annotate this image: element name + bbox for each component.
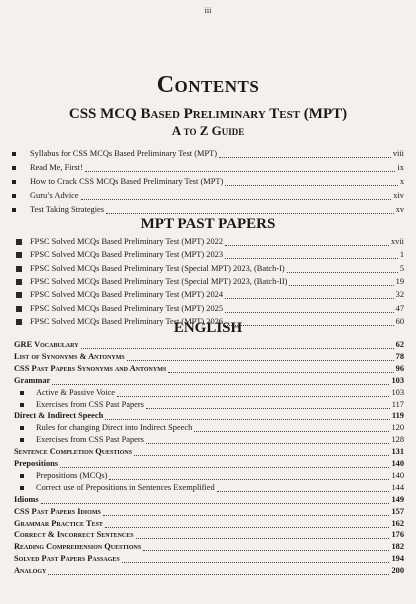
toc-entry (0, 470, 416, 482)
toc-entry (0, 446, 416, 458)
toc-entry-title: Grammar (14, 375, 51, 385)
dot-leader (219, 156, 391, 158)
toc-entry (0, 303, 416, 315)
toc-entry (0, 494, 416, 506)
bullet-icon (16, 306, 22, 312)
toc-entry (0, 351, 416, 363)
toc-entry-page: 62 (395, 340, 404, 349)
toc-entry-page: 194 (391, 554, 404, 564)
toc-entry (0, 339, 416, 351)
section-heading-mpt: CSS MCQ Based Preliminary Test (MPT) (68, 106, 348, 122)
toc-entry-title: Prepositions (MCQs) (36, 470, 108, 480)
dot-leader (122, 561, 389, 563)
toc-entry-page: 103 (391, 387, 404, 397)
toc-entry (0, 410, 416, 422)
bullet-icon (16, 266, 22, 272)
bullet-icon (20, 474, 24, 478)
dot-leader (225, 297, 394, 299)
bullet-icon (12, 194, 16, 198)
dot-leader (52, 383, 389, 385)
toc-entry-page: 176 (391, 530, 404, 540)
section-heading-past-papers: MPT PAST PAPERS (140, 216, 276, 232)
toc-entry-title: Solved Past Papers Passages (14, 554, 120, 564)
toc-entry-title: FPSC Solved MCQs Based Preliminary Test (Special MPT) 2023, (Batch-II) (30, 276, 288, 286)
dot-leader (134, 454, 389, 456)
toc-entry-page: xv (395, 205, 404, 214)
toc-entry-page: 149 (391, 494, 404, 504)
toc-entry (0, 276, 416, 288)
toc-entry (0, 289, 416, 301)
toc-entry-page: 182 (391, 542, 404, 552)
toc-entry-title: FPSC Solved MCQs Based Preliminary Test (MPT) 2026 (30, 316, 224, 326)
toc-entry-title: List of Synonyms & Antonyms (14, 351, 125, 361)
toc-entry-title: FPSC Solved MCQs Based Preliminary Test (MPT) 2023 (30, 250, 224, 260)
toc-entry-page: 140 (391, 459, 404, 468)
toc-entry-title: Exercises from CSS Past Papers (36, 435, 144, 445)
dot-leader (225, 311, 394, 313)
dot-leader (225, 244, 389, 246)
toc-entry-title: Idioms (14, 494, 39, 504)
toc-entry-title: FPSC Solved MCQs Based Preliminary Test (MPT) 2024 (30, 290, 224, 300)
toc-entry-page: 200 (391, 566, 404, 576)
toc-entry (0, 148, 416, 160)
dot-leader (81, 198, 391, 200)
toc-entry-title: Rules for changing Direct into Indirect Speech (36, 423, 193, 433)
toc-entry-page: xvii (390, 237, 404, 246)
dot-leader (289, 284, 394, 286)
dot-leader (117, 395, 389, 397)
toc-entry-title: Active & Passive Voice (36, 387, 116, 397)
toc-entry-title: How to Crack CSS MCQs Based Preliminary Test (MPT) (30, 177, 224, 186)
dot-leader (60, 466, 389, 468)
bullet-icon (20, 426, 24, 430)
toc-entry-title: GRE Vocabulary (14, 340, 79, 349)
toc-entry (0, 263, 416, 275)
toc-entry-page: ix (397, 163, 404, 172)
toc-entry-title: FPSC Solved MCQs Based Preliminary Test (MPT) 2022 (30, 237, 224, 246)
toc-entry-page: 1 (399, 250, 404, 260)
dot-leader (41, 502, 389, 504)
toc-entry-title: Exercises from CSS Past Papers (36, 399, 144, 409)
toc-entry-page: 96 (395, 363, 404, 373)
toc-entry-page: 32 (395, 290, 404, 300)
toc-entry-page: 131 (391, 447, 404, 457)
toc-entry (0, 565, 416, 577)
dot-leader (225, 184, 398, 186)
toc-entry-title: Analogy (14, 566, 47, 576)
toc-entry (0, 518, 416, 530)
toc-entry-page: 47 (395, 303, 404, 313)
dot-leader (217, 490, 389, 492)
toc-entry-title: Prepositions (14, 459, 59, 468)
dot-leader (146, 442, 389, 444)
toc-entry-title: Direct & Indirect Speech (14, 411, 104, 421)
toc-entry (0, 387, 416, 399)
toc-entry-page: 144 (391, 482, 404, 492)
bullet-icon (16, 239, 22, 245)
toc-entry-page: 117 (391, 399, 404, 409)
dot-leader (194, 430, 389, 432)
dot-leader (103, 514, 389, 516)
toc-entry-page: 60 (395, 316, 404, 326)
bullet-icon (20, 486, 24, 490)
page-number: iii (204, 6, 212, 15)
toc-entry (0, 506, 416, 518)
dot-leader (168, 371, 394, 373)
toc-entry-page: xiv (393, 191, 404, 200)
toc-entry-title: Guru’s Advice (30, 191, 79, 200)
toc-entry (0, 249, 416, 261)
toc-entry (0, 399, 416, 411)
toc-entry (0, 162, 416, 174)
section-heading-english: ENGLISH (173, 320, 243, 336)
toc-entry-page: 157 (391, 506, 404, 516)
toc-entry-title: Grammar Practice Test (14, 518, 103, 528)
dot-leader (85, 170, 395, 172)
toc-entry-page: viii (392, 149, 404, 158)
bullet-icon (12, 208, 16, 212)
dot-leader (225, 257, 398, 259)
toc-entry-title: Sentence Completion Questions (14, 447, 133, 457)
toc-entry (0, 422, 416, 434)
toc-entry-page: 103 (391, 375, 404, 385)
toc-entry-page: x (399, 177, 404, 186)
toc-entry (0, 529, 416, 541)
dot-leader (127, 359, 394, 361)
toc-entry (0, 553, 416, 565)
dot-leader (136, 537, 389, 539)
toc-entry-title: FPSC Solved MCQs Based Preliminary Test (Special MPT) 2023, (Batch-I) (30, 263, 285, 273)
dot-leader (109, 478, 389, 480)
dot-leader (48, 573, 389, 575)
toc-entry-title: Read Me, First! (30, 163, 83, 172)
bullet-icon (12, 166, 16, 170)
dot-leader (105, 418, 390, 420)
page-title: Contents (156, 72, 260, 98)
toc-entry (0, 236, 416, 248)
toc-entry (0, 363, 416, 375)
toc-entry-page: 140 (391, 470, 404, 480)
toc-entry (0, 176, 416, 188)
dot-leader (146, 407, 390, 409)
toc-entry-title: Correct use of Prepositions in Sentences Exemplified (36, 482, 215, 492)
toc-entry-page: 162 (391, 518, 404, 528)
dot-leader (106, 212, 394, 214)
bullet-icon (20, 403, 24, 407)
dot-leader (143, 549, 389, 551)
toc-entry-title: Correct & Incorrect Sentences (14, 530, 134, 540)
toc-entry (0, 434, 416, 446)
bullet-icon (20, 391, 24, 395)
bullet-icon (12, 152, 16, 156)
toc-entry-title: Syllabus for CSS MCQs Based Preliminary Test (MPT) (30, 149, 218, 158)
toc-entry-page: 119 (391, 411, 404, 421)
toc-entry-page: 78 (395, 351, 404, 361)
toc-entry (0, 190, 416, 202)
dot-leader (287, 271, 398, 273)
bullet-icon (12, 180, 16, 184)
toc-entry-title: CSS Past Papers Idioms (14, 506, 101, 516)
toc-entry-page: 120 (391, 423, 404, 433)
toc-entry-title: FPSC Solved MCQs Based Preliminary Test (MPT) 2025 (30, 303, 224, 313)
bullet-icon (20, 438, 24, 442)
bullet-icon (16, 252, 22, 258)
bullet-icon (16, 292, 22, 298)
toc-entry-title: Reading Comprehension Questions (14, 542, 142, 552)
section-subheading-guide: A to Z Guide (171, 123, 245, 138)
toc-entry (0, 541, 416, 553)
toc-entry (0, 482, 416, 494)
toc-entry (0, 204, 416, 216)
dot-leader (105, 526, 389, 528)
toc-entry-title: CSS Past Papers Synonyms and Antonyms (14, 363, 167, 373)
toc-entry (0, 375, 416, 387)
bullet-icon (16, 279, 22, 285)
toc-entry-page: 128 (391, 435, 404, 445)
toc-entry-page: 5 (399, 263, 404, 273)
toc-entry (0, 458, 416, 470)
toc-entry-page: 19 (395, 276, 404, 286)
toc-entry-title: Test Taking Strategies (30, 205, 105, 214)
dot-leader (81, 347, 394, 349)
